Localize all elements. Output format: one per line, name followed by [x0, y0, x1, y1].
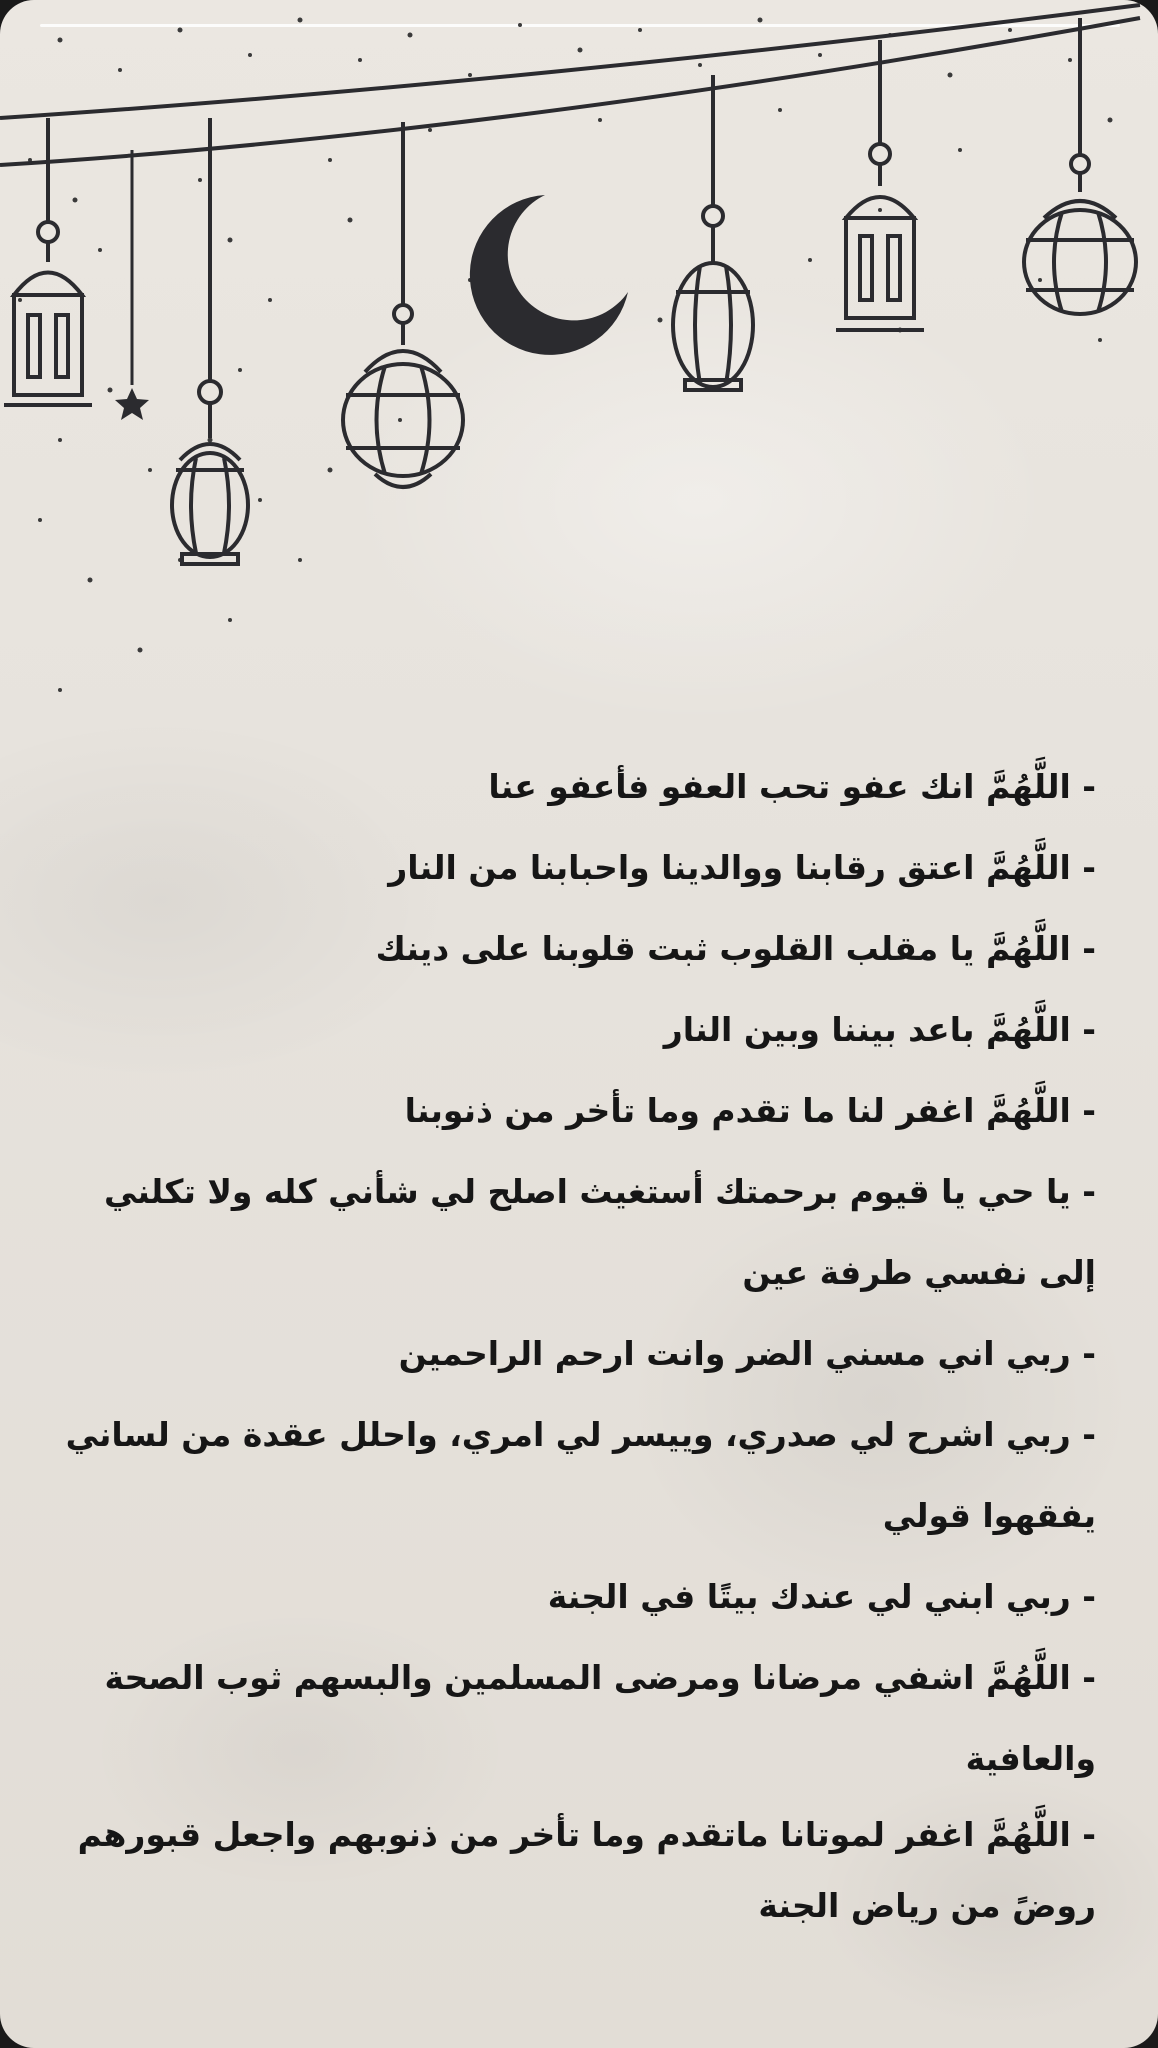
dua-line: - اللَّهُمَّ اعتق رقابنا ووالدينا واحبابنا من النار — [388, 848, 1096, 887]
dua-line: - يا حي يا قيوم برحمتك أستغيث اصلح لي شأني كله ولا تكلني إلى نفسي طرفة عين — [103, 1172, 1096, 1292]
dua-list — [36, 746, 1096, 1941]
lantern-icon — [673, 75, 753, 390]
dua-line: - اللَّهُمَّ اغفر لنا ما تقدم وما تأخر من ذنوبنا — [404, 1091, 1096, 1130]
dua-line: - اللَّهُمَّ اغفر لموتانا ماتقدم وما تأخر من ذنوبهم واجعل قبورهم روضً من رياض الجنة — [77, 1815, 1096, 1925]
ramadan-decoration — [0, 0, 1158, 740]
dua-line: - اللَّهُمَّ اشفي مرضانا ومرضى المسلمين والبسهم ثوب الصحة والعافية — [104, 1658, 1096, 1778]
dua-line: - اللَّهُمَّ انك عفو تحب العفو فأعفو عنا — [488, 767, 1096, 806]
lantern-icon — [1024, 18, 1136, 314]
dua-line: - ربي اني مسني الضر وانت ارحم الراحمين — [398, 1334, 1096, 1373]
lantern-icon — [172, 118, 248, 564]
star-icon — [115, 150, 149, 420]
dua-line: - ربي اشرح لي صدري، وييسر لي امري، واحلل عقدة من لساني يفقهوا قولي — [65, 1415, 1096, 1535]
dua-line: - ربي ابني لي عندك بيتًا في الجنة — [547, 1577, 1096, 1616]
sparkle-dots — [18, 18, 1113, 693]
dua-line: - اللَّهُمَّ يا مقلب القلوب ثبت قلوبنا على دينك — [375, 929, 1096, 968]
dua-line: - اللَّهُمَّ باعد بيننا وبين النار — [663, 1010, 1096, 1049]
lantern-icon — [836, 40, 924, 330]
lantern-icon — [343, 122, 463, 487]
crescent-moon-icon — [470, 195, 628, 355]
